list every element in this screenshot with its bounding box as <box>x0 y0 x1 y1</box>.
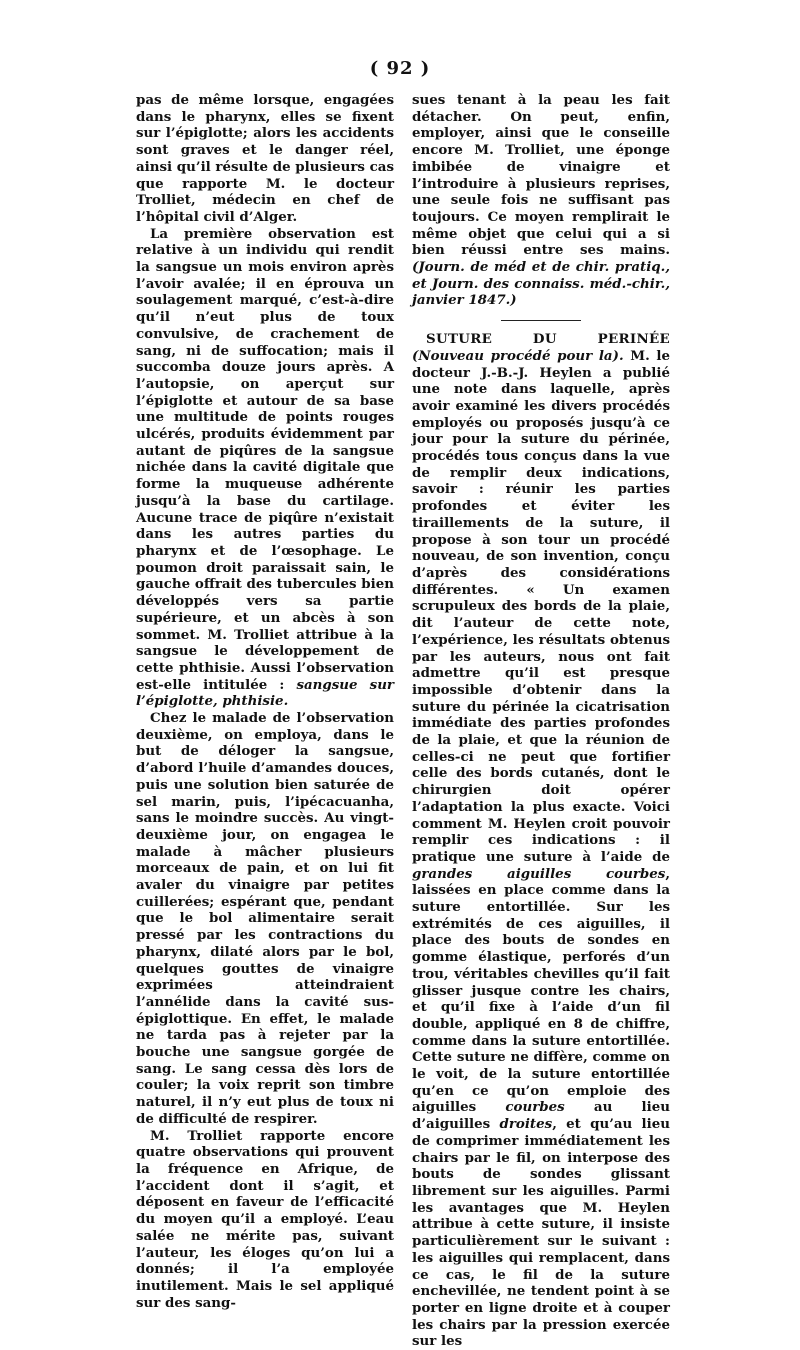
section-divider <box>501 320 581 321</box>
suture-italic-c: droites <box>499 1116 553 1133</box>
observation-title: sangsue sur l’épiglotte, phthisie. <box>136 676 394 710</box>
section-heading-subtitle: (Nouveau procédé pour la). <box>412 347 624 364</box>
right-paragraph-2 <box>412 331 670 1350</box>
left-paragraph-2 <box>136 226 394 710</box>
suture-italic-a: grandes aiguilles courbes <box>412 865 666 882</box>
journal-citation: (Journ. de méd et de chir. pratiq., et Journ. des connaiss. méd.-chir., janvier 1847.) <box>412 259 670 309</box>
page-number: ( 92 ) <box>369 58 431 79</box>
right-column <box>412 92 670 1350</box>
left-paragraph-1: pas de même lorsque, engagées dans le pharynx, elles se fixent sur l’épiglotte; alors les accidents sont graves et le danger réel, ainsi qu’il résulte de plusieurs cas que rapporte M. le docteur Trolliet, médecin en chef de l’hôpital civil d’Alger. <box>136 92 394 225</box>
section-heading: SUTURE DU PERINÉE <box>426 331 670 348</box>
suture-text-a: M. le docteur J.-B.-J. Heylen a publié une note dans laquelle, après avoir examiné les divers procédés employés ou proposés jusqu’à ce jour pour la suture du périnée, procédés tous conçus dans la vue de remplir deux indications, savoir : réunir les parties profondes et éviter les tiraillements de la suture, il propose à son tour un procédé nouveau, de son invention, conçu d’après des considérations différentes. « Un examen scrupuleux des bords de la plaie, dit l’auteur de cette note, l’expérience, les résultats obtenus par les auteurs, nous ont fait admettre qu’il est presque impossible d’obtenir dans la suture du périnée la cicatrisation immédiate des parties profondes de la plaie, et que la réunion de celles-ci ne peut que fortifier celle des bords cutanés, dont le chirurgien doit opérer l’adaptation la plus exacte. Voici comment M. Heylen croit pouvoir remplir ces indications : il pratique une suture à l’aide de <box>412 347 670 865</box>
suture-italic-b: courbes <box>505 1099 565 1116</box>
left-paragraph-4: M. Trolliet rapporte encore quatre observations qui prouvent la fréquence en Afrique, de l’accident dont il s’agit, et déposent en faveur de l’efficacité du moyen qu’il a employé. L’eau salée ne mérite pas, suivant l’auteur, les éloges qu’on lui a donnés; il l’a employée inutilement. Mais le sel appliqué sur des sang- <box>136 1127 394 1311</box>
suture-text-d: , et qu’au lieu de comprimer immédiatement les chairs par le fil, on interpose des bouts de sondes glissant librement sur les aiguilles. Parmi les avantages que M. Heylen attribue à cette suture, il insiste particulièrement sur le suivant : les aiguilles qui remplacent, dans ce cas, le fil de la suture enchevillée, ne tendent point à se porter en ligne droite et à couper les chairs par la pression exercée sur les <box>412 1116 670 1350</box>
left-column <box>136 92 394 1311</box>
suture-text-b: , laissées en place comme dans la suture entortillée. Sur les extrémités de ces aiguilles, il place des bouts de sondes en gomme élastique, perforés d’un trou, véritables chevilles qu’il fait glisser jusque contre les chairs, et qu’il fixe à l’aide d’un fil double, appliqué en 8 de chiffre, comme dans la suture entortillée. Cette suture ne diffère, comme on le voit, de la suture entortillée qu’en ce qu’on emploie des aiguilles <box>412 865 670 1116</box>
suture-text-c: au lieu d’aiguilles <box>412 1099 670 1133</box>
right-paragraph-1-text: sues tenant à la peau les fait détacher. On peut, enfin, employer, ainsi que le conseille encore M. Trolliet, une éponge imbibée de vinaigre et l’introduire à plusieurs reprises, une seule fois ne suffisant pas toujours. Ce moyen remplirait le même objet que celui qui a si bien réussi entre ses mains. <box>412 92 670 259</box>
left-paragraph-3: Chez le malade de l’observation deuxième, on employa, dans le but de déloger la sangsue, d’abord l’huile d’amandes douces, puis une solution bien saturée de sel marin, puis, l’ipécacuanha, sans le moindre succès. Au vingt-deuxième jour, on engagea le malade à mâcher plusieurs morceaux de pain, et on lui fit avaler du vinaigre par petites cuillerées; espérant que, pendant que le bol alimentaire serait pressé par les contractions du pharynx, dilaté alors par le bol, quelques gouttes de vinaigre exprimées atteindraient l’annélide dans la cavité sus-épiglottique. En effet, le malade ne tarda pas à rejeter par la bouche une sangsue gorgée de sang. Le sang cessa dès lors de couler; la voix reprit son timbre naturel, il n’y eut plus de toux ni de difficulté de respirer. <box>136 710 394 1127</box>
right-paragraph-1 <box>412 92 670 309</box>
left-paragraph-2-text: La première observation est relative à un individu qui rendit la sangsue un mois environ après l’avoir avalée; il en éprouva un soulagement marqué, c’est-à-dire qu’il n’eut plus de toux convulsive, de crachement de sang, ni de suffocation; mais il succomba douze jours après. A l’autopsie, on aperçut sur l’épiglotte et autour de sa base une multitude de points rouges ulcérés, produits évidemment par autant de piqûres de la sangsue nichée dans la cavité digitale que forme la muqueuse adhérente jusqu’à la base du cartilage. Aucune trace de piqûre n’existait dans les autres parties du pharynx et de l’œsophage. Le poumon droit paraissait sain, le gauche offrait des tubercules bien développés vers sa partie supérieure, et un abcès à son sommet. M. Trolliet attribue à la sangsue le développement de cette phthisie. Aussi l’observation est-elle intitulée : <box>136 225 394 693</box>
